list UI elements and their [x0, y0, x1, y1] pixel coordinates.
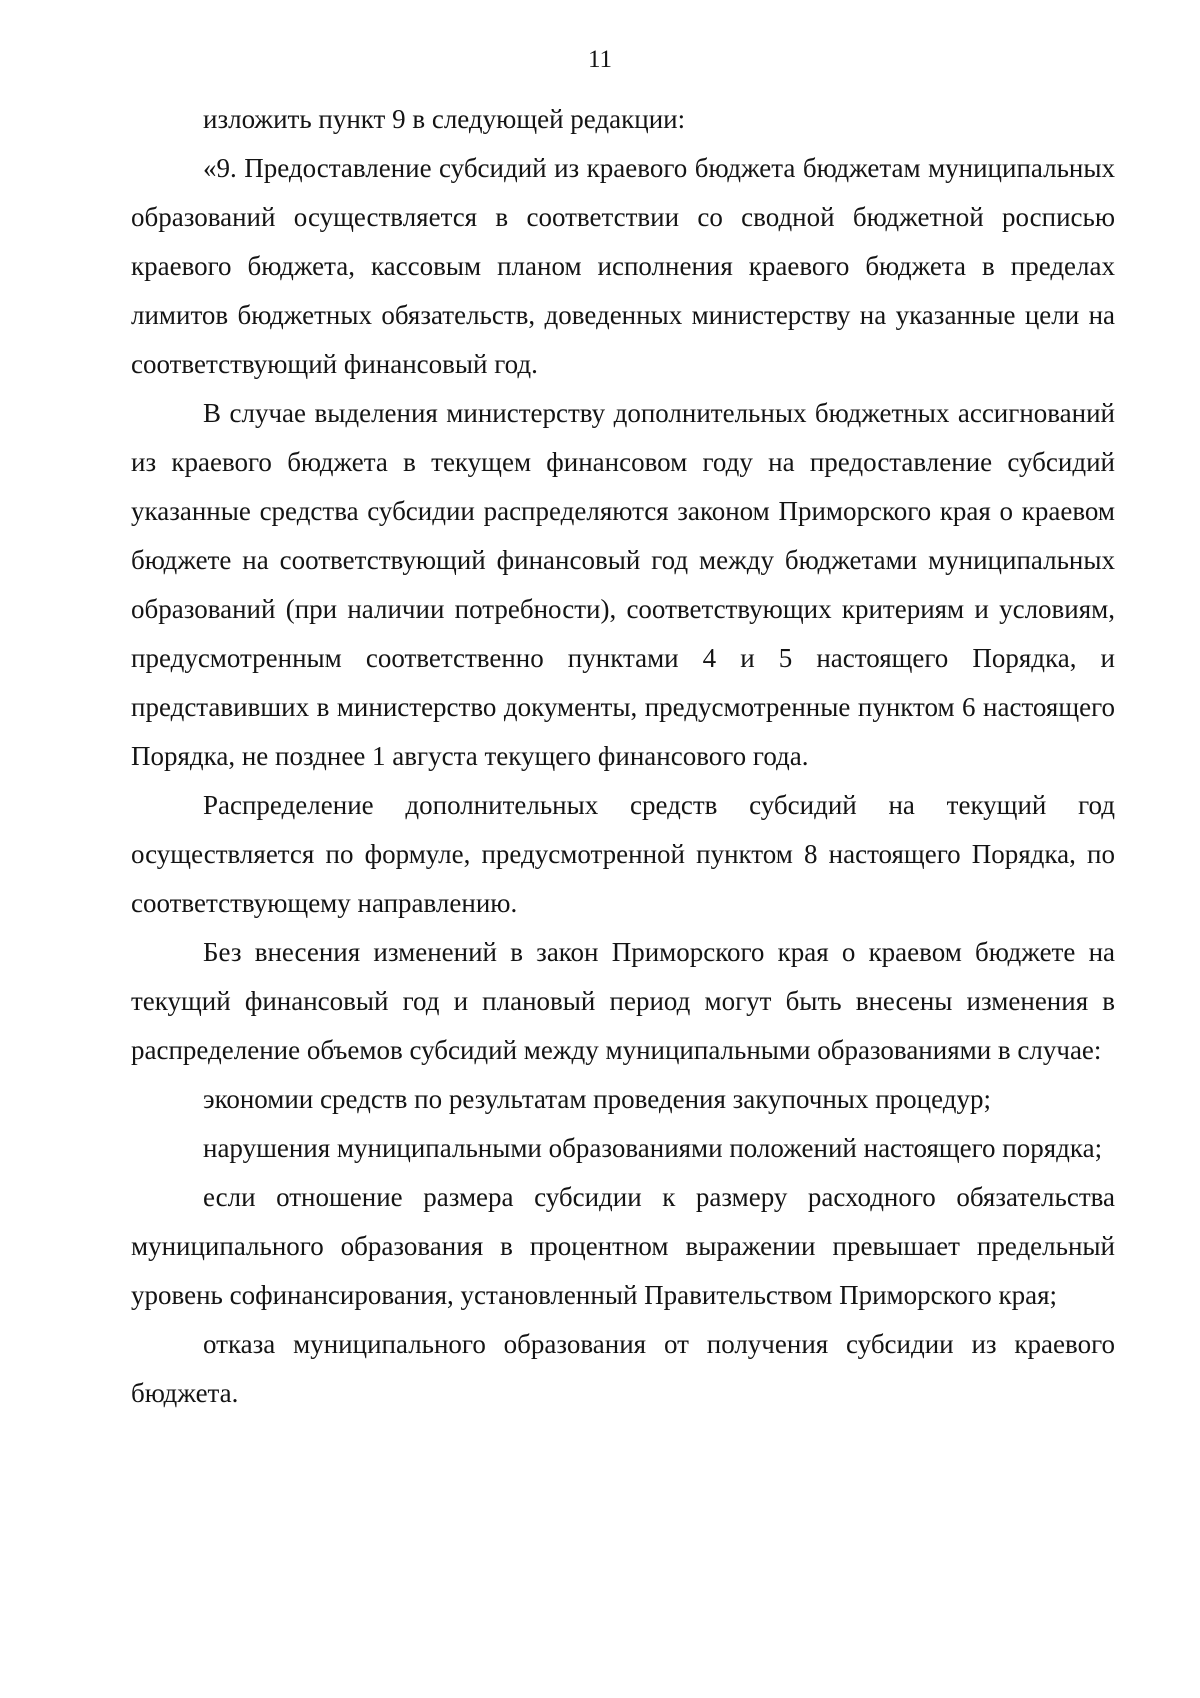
list-item-savings: экономии средств по результатам проведения закупочных процедур; [203, 1084, 991, 1114]
list-item-refusal: отказа муниципального образования от получения субсидии из краевого бюджета. [131, 1329, 1115, 1408]
paragraph-item-9: «9. Предоставление субсидий из краевого бюджета бюджетам муниципальных образований осуществляется в соответствии со сводной бюджетной росписью краевого бюджета, кассовым планом исполнения краевого бюджета в пределах лимитов бюджетных обязательств, доведенных министерству на указанные цели на соответствующий финансовый год. [131, 153, 1115, 379]
document-body [131, 95, 1115, 1418]
list-item-violations: нарушения муниципальными образованиями положений настоящего порядка; [203, 1133, 1103, 1163]
paragraph-intro: изложить пункт 9 в следующей редакции: [203, 104, 686, 134]
paragraph-additional-allocations: В случае выделения министерству дополнительных бюджетных ассигнований из краевого бюджета в текущем финансовом году на предоставление субсидий указанные средства субсидии распределяются законом Приморского края о краевом бюджете на соответствующий финансовый год между бюджетами муниципальных образований (при наличии потребности), соответствующих критериям и условиям, предусмотренным соответственно пунктами 4 и 5 настоящего Порядка, и представивших в министерство документы, предусмотренные пунктом 6 настоящего Порядка, не позднее 1 августа текущего финансового года. [131, 398, 1115, 771]
paragraph-changes-without-law: Без внесения изменений в закон Приморского края о краевом бюджете на текущий финансовый год и плановый период могут быть внесены изменения в распределение объемов субсидий между муниципальными образованиями в случае: [131, 937, 1115, 1065]
page-number: 11 [587, 46, 613, 73]
list-item-cofinancing-ratio: если отношение размера субсидии к размеру расходного обязательства муниципального образования в процентном выражении превышает предельный уровень софинансирования, установленный Правительством Приморского края; [131, 1182, 1115, 1310]
paragraph-distribution-formula: Распределение дополнительных средств субсидий на текущий год осуществляется по формуле, предусмотренной пунктом 8 настоящего Порядка, по соответствующему направлению. [131, 790, 1115, 918]
